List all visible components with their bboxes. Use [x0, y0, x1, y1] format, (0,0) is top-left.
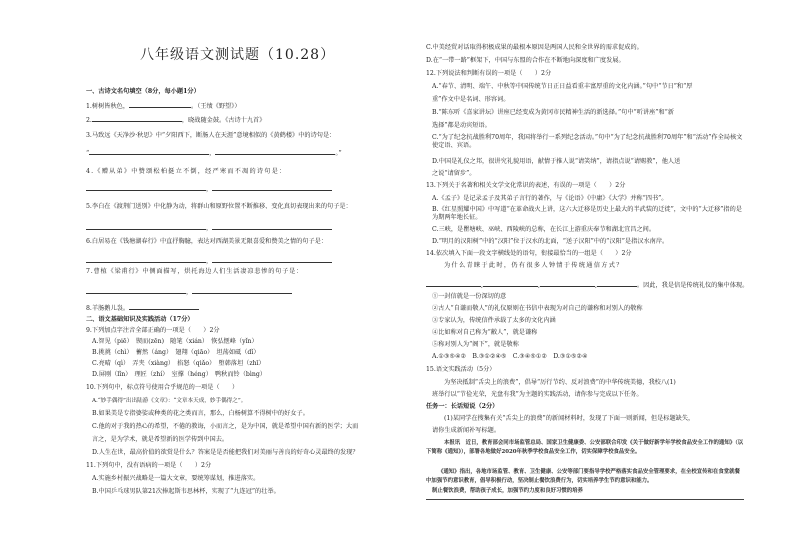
answer-blank[interactable]	[483, 280, 538, 287]
answer-blank[interactable]	[540, 280, 595, 287]
answer-blank[interactable]	[129, 303, 199, 310]
answer-blank[interactable]	[215, 148, 335, 155]
q13-option-d[interactable]: D.“明月的汉阳树”中的“汉阳”位于汉水的北面，“送子汉阳”中的“汉阳”是指汉水南岸。	[432, 238, 669, 245]
q11-option-c[interactable]: C.中美经贸对话取得积极成果的最根本原因是两国人民和全世界的需求促成的。	[426, 44, 643, 51]
q14-sentence-4: ④比如称对自己称为“敝人”，就是谦称	[432, 329, 538, 336]
q14-choices[interactable]: A.①③⑤④② B.③①②④⑤ C.③④⑤①② D.③①⑤②④	[432, 353, 588, 360]
q14-sentence-2: ②古人“自谦而敬人”的礼仪原则在书信中表现为对自己的谦称和对别人的敬称	[432, 305, 643, 312]
answer-blank[interactable]	[192, 287, 292, 294]
answer-blank[interactable]	[212, 256, 332, 263]
question-11: 11.下列句中，没有语病的一项是（ ）2分	[86, 462, 212, 469]
question-4: 4.《赠从弟》中赞颂松柏挺立不倒，经严寒而不凋的诗句是：	[86, 168, 287, 175]
question-7-answer: ，	[86, 287, 292, 297]
answer-blank[interactable]	[86, 223, 206, 230]
q9-option-b[interactable]: B.挑挑（chì） 蓄然（áng） 翅翔（qiāo） 坦荡如砥（dǐ）	[92, 349, 260, 356]
answer-blank[interactable]	[92, 115, 182, 122]
q14-sentence-5: ⑤称对别人为“阁下”，就是敬称	[432, 341, 519, 348]
answer-blank[interactable]	[212, 184, 332, 191]
q12-option-a-cont: 重”作文中是名词、形容词。	[432, 96, 510, 103]
question-6-answer: ，	[86, 256, 332, 266]
q14-sentence-3: ③专家认为，传统信件承载了太多的文化内涵	[432, 317, 556, 324]
section2-heading: 二、语文基础知识及实践活动（17分）	[86, 316, 194, 323]
q9-option-d[interactable]: D.屏刚（lǐn） 理匠（zhí） 室撑（héng） 鸭秋而铃（bìng）	[92, 371, 266, 378]
answer-blank[interactable]	[212, 223, 332, 230]
question-5-answer: ，	[86, 223, 332, 233]
section1-heading: 一、古诗文名句填空（8分，每小题1分）	[86, 88, 200, 95]
q15-intro-cont: 班举行以“节俭光荣，光盘有我”为主题的实践活动，请你参与完成以下任务。	[432, 391, 643, 398]
answer-blank[interactable]	[86, 256, 206, 263]
q13-option-c[interactable]: C.三峡，是瞿塘峡、巫峡、西陵峡的总称，在长江上游重庆奉节和湖北宜昌之间。	[432, 226, 656, 233]
q15-task-body-cont: 请你生成新闻补写标题。	[432, 427, 501, 434]
question-1: 1.树树皆秋色， 。（王绩《野望》）	[86, 103, 241, 110]
q12-option-d[interactable]: D.中国是礼仪之邦，很讲究礼貌用语，献情于推人说“请笑纳”，请指点说“请赐教”，他人送	[432, 158, 681, 165]
question-13: 13.下列关于名著和相关文学文化常识的表述，有误的一项是（ ）2分	[426, 182, 626, 189]
q14-passage: 为什么青睐于此时，仍有很多人钟情于传统通信方式？	[444, 262, 624, 269]
q12-option-d-cont: 之说“请留步”。	[432, 170, 476, 177]
answer-blank[interactable]	[426, 280, 481, 287]
news-paragraph-1: 本报讯 近日，教育部会同市场监管总局、国家卫生健康委、公安部联合印发《关于做好新学年学校食品安全工作的通知》（以下简称《通知》），部署各地做好2020年秋季学校食品安全工作，切实保障学校食品安全。	[426, 440, 744, 455]
q12-option-b-cont: 选择”都是动宾短语。	[432, 122, 491, 129]
answer-blank[interactable]	[86, 287, 186, 294]
q9-option-c[interactable]: C.亮晴（qì） 弄夹（xiàng） 掐怒（qiǎo） 堕韩落坦（zhī）	[92, 360, 265, 367]
q10-option-c-cont: 言之，是为学术，就是希望新的医学传到中国去。	[92, 436, 229, 443]
question-3: 3.马致远《天净沙·秋思》中“夕阳西下，断肠人在天涯”意境相似的《黄鹤楼》中的诗句是：	[86, 132, 336, 139]
q13-option-a[interactable]: A.《孟子》是记录孟子及其弟子言行的著作，与《论语》《中庸》《大学》并称“四书”。	[432, 195, 668, 202]
q12-option-b[interactable]: B.“陈东听《喜家讲坛》讲座已经变成为黄冈市民精神生活的新选择。”句中“听讲座”和“新	[432, 109, 674, 116]
answer-blank[interactable]	[129, 101, 191, 108]
q11-option-b[interactable]: B.中国乒乓球男队第21次捧起斯韦思林杯，实现了“九连冠”的壮举。	[92, 488, 280, 495]
q10-option-a[interactable]: A.“妙手偶得”出出陆游《文章》：“文章本天成，妙手偶得之”。	[92, 398, 247, 404]
q10-option-c[interactable]: C.他的对于我的热心的希望，不倦的教诲，小而言之，是为中国，就是希望中国有新的医学；大而	[92, 423, 359, 430]
question-10: 10.下列句中，标点符号使用合乎规范的一项是（ ）	[86, 384, 239, 391]
q14-sentence-1: ①一封信就是一份深切的意	[432, 293, 507, 300]
q11-option-d[interactable]: D.在“一带一路”框架下，中国与东盟的合作在不断地向深度和广度发展。	[426, 57, 625, 64]
news-paragraph-3: 制止餐饮浪费，帮助孩子成长，加强节约力度和良好习惯的培养	[432, 488, 583, 494]
question-9: 9.下列加点字注音全部正确的一项是（ ）2分	[86, 327, 220, 334]
page-title: 八年级语文测试题（10.28）	[140, 47, 336, 63]
q10-option-b[interactable]: B.如果美是专指婆娑或种类的花之类而言，那么，白杨树算不得树中的好女子。	[92, 410, 309, 417]
question-12: 12.下列说法和判断有误的一项是（ ）2分	[426, 70, 552, 77]
q15-task-body: (1)某同学在搜集有关“舌尖上的浪费”的新闻材料时，发现了下面一则新闻，但是标题缺失，	[444, 415, 695, 422]
question-5: 5.李白在《渡荆门送别》中化静为动，将群山和原野位置不断推移、变化真切表现出来的句子是：	[86, 203, 352, 210]
q14-passage-blanks: , , , 。因此，我是信是传统礼仪的集中体现。	[426, 280, 748, 290]
q10-option-d[interactable]: D.人生在世，最高价值的欲赏是什么？答案是是否能把我们对美丽与善良的好奇心灵最终的发现？	[92, 449, 359, 456]
bottom-rule	[426, 499, 744, 500]
q13-option-b[interactable]: B.《红星照耀中国》中写道“在革命战火上讲，这六大迁移是历史上最大的半武装的迁徙”，文中的“大迁移”指的是为期两年地长征。	[432, 206, 742, 221]
q15-task-heading: 任务一：长话短说（2分）	[426, 403, 499, 410]
question-2: 2. ，晓战随金鼓。《古诗十九首》	[86, 117, 266, 124]
q15-intro: 为坚决抵制“舌尖上的浪费”，倡导“厉行节约、反对浪费”的中华传统美德，我校八(1)	[444, 379, 676, 386]
q11-option-a[interactable]: A.实施乡村振兴战略是一篇大文章，要统筹谋划，推进落实。	[92, 475, 260, 482]
q12-option-c[interactable]: C.“为了纪念抗战胜利70周年，我国将举行一系列纪念活动。”句中“为了纪念抗战胜利70周年”和“活动”作全局核文使定语、宾语。	[432, 134, 743, 149]
question-7: 7.曹植《梁甫行》中侧面描写，烘托海边人们生活凄凉悲惨的句子是：	[86, 268, 304, 275]
question-4-answer: ，	[86, 184, 332, 194]
q12-option-a[interactable]: A.“春节、清明、端午、中秋等中国传统节日正日益看重丰富厚重的文化内涵。”句中“节日”和“厚	[432, 83, 693, 90]
question-6: 6.白居易在《钱塘湖春行》中直抒胸臆，表达对西湖美景无限喜爱和赞美之情的句子是：	[86, 238, 328, 245]
q9-option-a[interactable]: A.智见（piē） 锲而(zēn) 随笔（xián） 恢弘惬峰（yǐn）	[92, 338, 258, 345]
answer-blank[interactable]	[86, 184, 206, 191]
answer-blank[interactable]	[597, 280, 637, 287]
news-paragraph-2: 《通知》指出，各地市场监管、教育、卫生健康、公安等部门要指导学校严格落实食品安全管理要求，在全校宣传和在食堂就餐中加强节约意识教育，倡导积极行动，坚决制止餐饮浪费行为，切实培养学生节约意识和能力。	[426, 469, 740, 484]
question-14: 14.依次填入下面一段文字横线处的语句，衔接最恰当的一组是（ ）2分	[426, 250, 632, 257]
question-15: 15.语文实践活动（5分）	[426, 366, 496, 373]
question-3-line2: “ ， 。”	[86, 150, 342, 157]
answer-blank[interactable]	[89, 148, 209, 155]
question-8: 8.羊肠鹅儿袅。	[86, 303, 199, 313]
